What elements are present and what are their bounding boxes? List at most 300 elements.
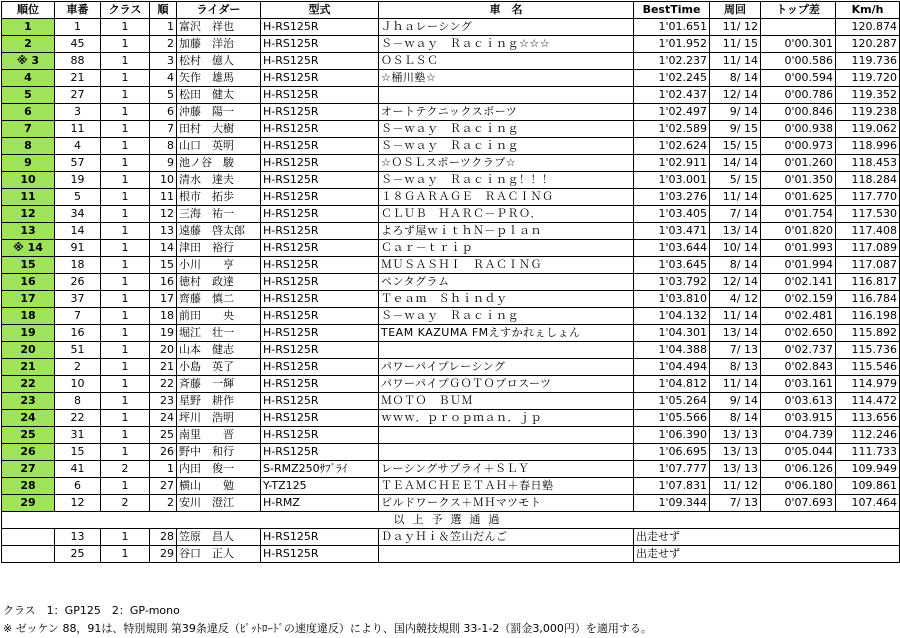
cell-car-name: １８ＧＡＲＡＧＥ ＲＡＣＩＮＧ (379, 189, 634, 206)
cell-rider: 谷口 正人 (177, 546, 261, 563)
cell-car-name: ＭＵＳＡＳＨＩ ＲＡＣＩＮＧ (379, 257, 634, 274)
cell-car-name: ＣＬＵＢ ＨＡＲＣ－ＰＲＯ． (379, 206, 634, 223)
table-row (2, 308, 900, 325)
cell-class: 1 (101, 478, 150, 495)
cell-gap: 0'05.044 (761, 444, 836, 461)
header-model: 型式 (261, 2, 379, 19)
cell-speed: 119.736 (836, 53, 900, 70)
cell-laps: 4/ 12 (710, 291, 761, 308)
cell-gap: 0'03.161 (761, 376, 836, 393)
cell-gap: 0'03.613 (761, 393, 836, 410)
cell-class-order: 10 (150, 172, 177, 189)
cell-car-name: Ｓ－ｗａｙ Ｒａｃｉｎｇ (379, 121, 634, 138)
cell-model: H-RS125R (261, 291, 379, 308)
table-row (2, 36, 900, 53)
cell-car-number: 7 (55, 308, 101, 325)
cell-class: 1 (101, 291, 150, 308)
cell-model: H-RMZ (261, 495, 379, 512)
cell-rider: 堀江 壮一 (177, 325, 261, 342)
cell-class: 1 (101, 189, 150, 206)
cell-car-name: ＭＯＴＯ ＢＵＭ (379, 393, 634, 410)
cell-laps: 11/ 14 (710, 53, 761, 70)
cell-gap: 0'07.693 (761, 495, 836, 512)
cell-class-order: 18 (150, 308, 177, 325)
table-row (2, 495, 900, 512)
cell-class: 1 (101, 393, 150, 410)
cell-car-number: 31 (55, 427, 101, 444)
cell-car-number: 41 (55, 461, 101, 478)
table-row (2, 172, 900, 189)
cell-position: ※ 14 (2, 240, 55, 257)
cell-gap: 0'02.159 (761, 291, 836, 308)
cell-class: 1 (101, 223, 150, 240)
cell-gap: 0'02.737 (761, 342, 836, 359)
cell-gap: 0'00.846 (761, 104, 836, 121)
cell-laps: 8/ 14 (710, 257, 761, 274)
cell-position (2, 546, 55, 563)
cell-car-name: Ｃａｒ－ｔｒｉｐ (379, 240, 634, 257)
cell-car-name: オートテクニックスポーツ (379, 104, 634, 121)
penalty-footnote: ※ ゼッケン 88，91は、特別規則 第39条違反（ﾋﾟｯﾄﾛｰﾄﾞの速度違反）により、国内競技規則 33-1-2（罰金3,000円）を適用する。 (3, 622, 652, 635)
cell-speed: 115.546 (836, 359, 900, 376)
table-row (2, 325, 900, 342)
cell-best-time: 1'06.695 (634, 444, 710, 461)
cell-best-time: 1'04.812 (634, 376, 710, 393)
cell-car-name: TEAM KAZUMA FMえすかれぇしょん (379, 325, 634, 342)
cell-best-time: 1'03.276 (634, 189, 710, 206)
cell-gap: 0'01.994 (761, 257, 836, 274)
header-best-time: BestTime (634, 2, 710, 19)
cell-class-order: 11 (150, 189, 177, 206)
table-row (2, 393, 900, 410)
cell-car-number: 45 (55, 36, 101, 53)
cell-position: 28 (2, 478, 55, 495)
cell-car-name: Ｊｈａレーシング (379, 19, 634, 36)
cell-position: 9 (2, 155, 55, 172)
cell-best-time: 1'04.301 (634, 325, 710, 342)
cell-rider: 遠藤 啓太郎 (177, 223, 261, 240)
table-row (2, 240, 900, 257)
cell-class: 1 (101, 376, 150, 393)
cell-car-number: 2 (55, 359, 101, 376)
cell-car-number: 34 (55, 206, 101, 223)
cell-speed: 120.874 (836, 19, 900, 36)
cell-car-name: Ｔｅａｍ Ｓｈｉｎｄｙ (379, 291, 634, 308)
cell-car-name (379, 427, 634, 444)
cell-gap: 0'00.301 (761, 36, 836, 53)
cell-class-order: 17 (150, 291, 177, 308)
cell-gap: 0'00.786 (761, 87, 836, 104)
cell-car-name: ペンタグラム (379, 274, 634, 291)
cell-position: 4 (2, 70, 55, 87)
cell-speed: 117.408 (836, 223, 900, 240)
cell-laps: 13/ 13 (710, 461, 761, 478)
cell-car-number: 10 (55, 376, 101, 393)
cell-laps: 7/ 13 (710, 342, 761, 359)
cell-class: 2 (101, 461, 150, 478)
cell-position: 22 (2, 376, 55, 393)
header-gap: トップ差 (761, 2, 836, 19)
cell-best-time: 1'02.589 (634, 121, 710, 138)
cell-model: H-RS125R (261, 274, 379, 291)
cell-best-time: 1'06.390 (634, 427, 710, 444)
cell-status: 出走せず (634, 546, 900, 563)
cell-class: 1 (101, 529, 150, 546)
cell-laps: 13/ 13 (710, 444, 761, 461)
cell-car-number: 3 (55, 104, 101, 121)
cell-speed: 116.198 (836, 308, 900, 325)
cell-model: H-RS125R (261, 172, 379, 189)
cell-class: 1 (101, 36, 150, 53)
cell-laps: 11/ 14 (710, 376, 761, 393)
cell-best-time: 1'02.245 (634, 70, 710, 87)
cell-class-order: 27 (150, 478, 177, 495)
cell-car-number: 88 (55, 53, 101, 70)
table-row (2, 70, 900, 87)
cell-model: H-RS125R (261, 121, 379, 138)
cell-best-time: 1'03.792 (634, 274, 710, 291)
cell-car-name: Ｓ－ｗａｙ Ｒａｃｉｎｇ (379, 138, 634, 155)
cell-gap: 0'02.481 (761, 308, 836, 325)
cell-best-time: 1'04.494 (634, 359, 710, 376)
cell-model: H-RS125R (261, 444, 379, 461)
cell-rider: 小川 亨 (177, 257, 261, 274)
cell-speed: 112.246 (836, 427, 900, 444)
cell-rider: 安川 澄江 (177, 495, 261, 512)
cell-speed: 117.770 (836, 189, 900, 206)
cell-laps: 11/ 15 (710, 36, 761, 53)
cell-model: H-RS125R (261, 376, 379, 393)
cell-class-order: 28 (150, 529, 177, 546)
cell-car-number: 37 (55, 291, 101, 308)
cell-position: 10 (2, 172, 55, 189)
cell-car-name: ☆ＯＳＬスポーツクラブ☆ (379, 155, 634, 172)
cell-model: H-RS125R (261, 546, 379, 563)
cell-position (2, 529, 55, 546)
header-laps: 周回 (710, 2, 761, 19)
cell-gap: 0'01.820 (761, 223, 836, 240)
cell-class: 2 (101, 495, 150, 512)
cell-class: 1 (101, 308, 150, 325)
cell-class-order: 15 (150, 257, 177, 274)
cell-class-order: 21 (150, 359, 177, 376)
cell-laps: 12/ 14 (710, 87, 761, 104)
cell-position: 21 (2, 359, 55, 376)
cell-speed: 119.720 (836, 70, 900, 87)
cell-car-number: 13 (55, 529, 101, 546)
cell-speed: 117.089 (836, 240, 900, 257)
cell-car-name: Ｓ－ｗａｙ Ｒａｃｉｎｇ (379, 308, 634, 325)
table-row (2, 291, 900, 308)
table-row (2, 257, 900, 274)
cell-rider: 前田 央 (177, 308, 261, 325)
cell-laps: 11/ 14 (710, 308, 761, 325)
cell-class: 1 (101, 19, 150, 36)
cell-position: 12 (2, 206, 55, 223)
cell-car-name: ☆桶川塾☆ (379, 70, 634, 87)
cell-model: H-RS125R (261, 308, 379, 325)
cell-best-time: 1'02.237 (634, 53, 710, 70)
cell-class-order: 3 (150, 53, 177, 70)
cell-rider: 山本 健志 (177, 342, 261, 359)
cell-class-order: 20 (150, 342, 177, 359)
cell-laps: 8/ 14 (710, 70, 761, 87)
cell-class-order: 1 (150, 461, 177, 478)
cell-model: H-RS125R (261, 138, 379, 155)
cell-class: 1 (101, 104, 150, 121)
cell-best-time: 1'04.132 (634, 308, 710, 325)
cell-speed: 116.784 (836, 291, 900, 308)
cell-speed: 118.453 (836, 155, 900, 172)
cell-car-number: 91 (55, 240, 101, 257)
cell-laps: 8/ 14 (710, 410, 761, 427)
cell-model: H-RS125R (261, 393, 379, 410)
cell-best-time: 1'09.344 (634, 495, 710, 512)
cell-car-name: ｗｗｗ．ｐｒｏｐｍａｎ．ｊｐ (379, 410, 634, 427)
cell-position: ※ 3 (2, 53, 55, 70)
cell-car-number: 21 (55, 70, 101, 87)
cell-speed: 117.530 (836, 206, 900, 223)
cell-model: H-RS125R (261, 70, 379, 87)
cell-model: H-RS125R (261, 53, 379, 70)
cell-car-number: 5 (55, 189, 101, 206)
cell-laps: 15/ 15 (710, 138, 761, 155)
cell-best-time: 1'05.264 (634, 393, 710, 410)
header-car-number: 車番 (55, 2, 101, 19)
cell-class-order: 7 (150, 121, 177, 138)
cell-class: 1 (101, 427, 150, 444)
cell-laps: 11/ 14 (710, 189, 761, 206)
cell-class-order: 16 (150, 274, 177, 291)
cell-class: 1 (101, 257, 150, 274)
cell-model: H-RS125R (261, 240, 379, 257)
cell-best-time: 1'02.497 (634, 104, 710, 121)
cell-rider: 池ノ谷 駿 (177, 155, 261, 172)
qualifying-separator-row (2, 512, 900, 529)
table-row (2, 274, 900, 291)
cell-model: H-RS125R (261, 223, 379, 240)
cell-class: 1 (101, 70, 150, 87)
cell-gap: 0'00.973 (761, 138, 836, 155)
cell-car-number: 18 (55, 257, 101, 274)
table-row (2, 376, 900, 393)
cell-position: 25 (2, 427, 55, 444)
table-row (2, 444, 900, 461)
cell-rider: 齊藤 慎二 (177, 291, 261, 308)
cell-car-number: 15 (55, 444, 101, 461)
cell-car-name: ＤａｙＨｉ＆笠山だんご (379, 529, 634, 546)
table-row (2, 138, 900, 155)
cell-model: H-RS125R (261, 36, 379, 53)
cell-car-number: 8 (55, 393, 101, 410)
table-row (2, 155, 900, 172)
header-class: クラス (101, 2, 150, 19)
cell-speed: 120.287 (836, 36, 900, 53)
non-starter-row (2, 546, 900, 563)
cell-class: 1 (101, 546, 150, 563)
cell-car-name: ＴＥＡＭＣＨＥＥＴＡＨ＋春日塾 (379, 478, 634, 495)
cell-laps: 9/ 15 (710, 121, 761, 138)
cell-gap: 0'02.650 (761, 325, 836, 342)
table-row (2, 121, 900, 138)
cell-gap: 0'01.754 (761, 206, 836, 223)
header-rider: ライダー (177, 2, 261, 19)
cell-speed: 119.238 (836, 104, 900, 121)
cell-class-order: 2 (150, 495, 177, 512)
cell-position: 2 (2, 36, 55, 53)
cell-rider: 星野 耕作 (177, 393, 261, 410)
cell-position: 17 (2, 291, 55, 308)
cell-gap: 0'01.350 (761, 172, 836, 189)
cell-class-order: 14 (150, 240, 177, 257)
cell-model: Y-TZ125 (261, 478, 379, 495)
cell-laps: 12/ 14 (710, 274, 761, 291)
cell-gap: 0'01.625 (761, 189, 836, 206)
cell-class: 1 (101, 155, 150, 172)
cell-car-name: Ｓ－ｗａｙ Ｒａｃｉｎｇ☆☆☆ (379, 36, 634, 53)
cell-gap: 0'06.180 (761, 478, 836, 495)
cell-laps: 13/ 14 (710, 325, 761, 342)
table-row (2, 206, 900, 223)
cell-car-number: 14 (55, 223, 101, 240)
cell-best-time: 1'02.911 (634, 155, 710, 172)
cell-class-order: 23 (150, 393, 177, 410)
cell-rider: 坪川 浩明 (177, 410, 261, 427)
cell-status: 出走せず (634, 529, 900, 546)
cell-class-order: 19 (150, 325, 177, 342)
cell-laps: 7/ 13 (710, 495, 761, 512)
cell-speed: 116.817 (836, 274, 900, 291)
header-speed: Km/h (836, 2, 900, 19)
cell-rider: 内田 俊一 (177, 461, 261, 478)
cell-rider: 根市 拓歩 (177, 189, 261, 206)
cell-position: 19 (2, 325, 55, 342)
cell-class-order: 12 (150, 206, 177, 223)
cell-class: 1 (101, 240, 150, 257)
cell-class: 1 (101, 138, 150, 155)
cell-laps: 11/ 12 (710, 478, 761, 495)
cell-laps: 13/ 14 (710, 223, 761, 240)
cell-class: 1 (101, 359, 150, 376)
cell-class: 1 (101, 53, 150, 70)
cell-speed: 119.352 (836, 87, 900, 104)
cell-laps: 8/ 13 (710, 359, 761, 376)
cell-model: H-RS125R (261, 257, 379, 274)
cell-car-number: 11 (55, 121, 101, 138)
cell-gap (761, 19, 836, 36)
cell-best-time: 1'03.644 (634, 240, 710, 257)
cell-class-order: 25 (150, 427, 177, 444)
cell-class: 1 (101, 410, 150, 427)
table-row (2, 19, 900, 36)
cell-rider: 加藤 洋治 (177, 36, 261, 53)
cell-speed: 115.892 (836, 325, 900, 342)
cell-model: H-RS125R (261, 427, 379, 444)
table-row (2, 223, 900, 240)
non-starter-row (2, 529, 900, 546)
cell-car-number: 57 (55, 155, 101, 172)
header-class-order: 順 (150, 2, 177, 19)
cell-car-name (379, 87, 634, 104)
table-row (2, 189, 900, 206)
cell-rider: 小島 英了 (177, 359, 261, 376)
cell-car-number: 51 (55, 342, 101, 359)
table-row (2, 478, 900, 495)
cell-car-number: 1 (55, 19, 101, 36)
cell-car-name: ＯＳＬＳＣ (379, 53, 634, 70)
cell-class: 1 (101, 274, 150, 291)
cell-speed: 113.656 (836, 410, 900, 427)
cell-best-time: 1'04.388 (634, 342, 710, 359)
cell-model: H-RS125R (261, 342, 379, 359)
cell-best-time: 1'03.471 (634, 223, 710, 240)
cell-position: 15 (2, 257, 55, 274)
header-position: 順位 (2, 2, 55, 19)
cell-speed: 119.062 (836, 121, 900, 138)
cell-gap: 0'00.586 (761, 53, 836, 70)
cell-position: 16 (2, 274, 55, 291)
cell-gap: 0'01.260 (761, 155, 836, 172)
cell-rider: 田村 大樹 (177, 121, 261, 138)
cell-model: H-RS125R (261, 155, 379, 172)
cell-position: 20 (2, 342, 55, 359)
qualifying-separator: 以上予選通過 (2, 512, 900, 529)
cell-model: H-RS125R (261, 19, 379, 36)
results-table (1, 1, 900, 563)
table-row (2, 461, 900, 478)
cell-car-name: パワーパイプレーシング (379, 359, 634, 376)
cell-model: H-RS125R (261, 410, 379, 427)
cell-rider: 清水 達夫 (177, 172, 261, 189)
table-row (2, 53, 900, 70)
cell-gap: 0'02.843 (761, 359, 836, 376)
results-body (2, 19, 900, 563)
cell-class: 1 (101, 172, 150, 189)
cell-car-number: 26 (55, 274, 101, 291)
cell-laps: 9/ 14 (710, 104, 761, 121)
cell-rider: 南里 晋 (177, 427, 261, 444)
cell-best-time: 1'07.777 (634, 461, 710, 478)
table-row (2, 427, 900, 444)
cell-position: 26 (2, 444, 55, 461)
cell-class-order: 9 (150, 155, 177, 172)
cell-position: 27 (2, 461, 55, 478)
cell-car-number: 16 (55, 325, 101, 342)
cell-class-order: 4 (150, 70, 177, 87)
cell-laps: 10/ 14 (710, 240, 761, 257)
cell-gap: 0'03.915 (761, 410, 836, 427)
cell-car-name (379, 444, 634, 461)
cell-class-order: 2 (150, 36, 177, 53)
cell-gap: 0'01.993 (761, 240, 836, 257)
cell-speed: 111.733 (836, 444, 900, 461)
cell-car-name: パワーパイプＧＯＴＯプロスーツ (379, 376, 634, 393)
cell-model: H-RS125R (261, 104, 379, 121)
cell-laps: 5/ 15 (710, 172, 761, 189)
cell-car-name: よろず屋ｗｉｔｈＮ－ｐｌａｎ (379, 223, 634, 240)
cell-car-number: 22 (55, 410, 101, 427)
cell-car-name (379, 546, 634, 563)
cell-rider: 富沢 祥也 (177, 19, 261, 36)
cell-rider: 津田 裕行 (177, 240, 261, 257)
cell-speed: 115.736 (836, 342, 900, 359)
cell-class: 1 (101, 325, 150, 342)
cell-rider: 矢作 雄馬 (177, 70, 261, 87)
cell-class-order: 5 (150, 87, 177, 104)
cell-car-name: Ｓ－ｗａｙ Ｒａｃｉｎｇ！！！ (379, 172, 634, 189)
header-car-name: 車 名 (379, 2, 634, 19)
cell-model: H-RS125R (261, 529, 379, 546)
